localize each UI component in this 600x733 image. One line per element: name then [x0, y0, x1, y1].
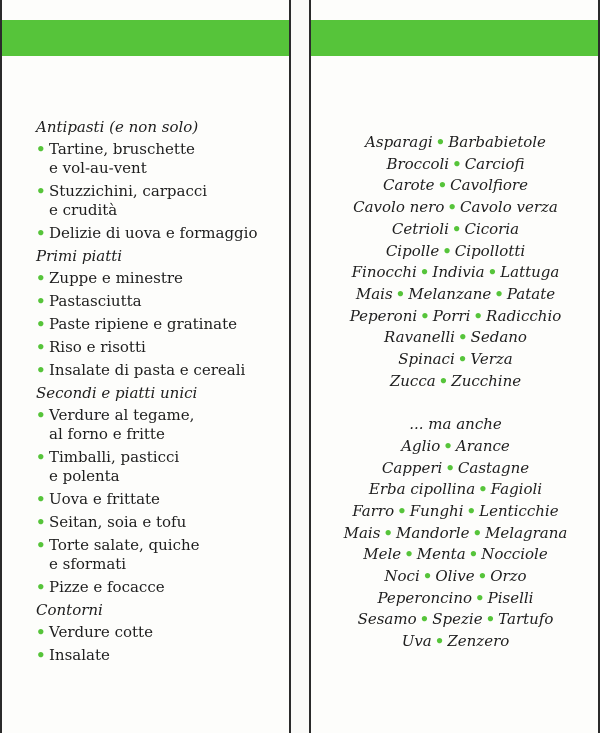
ingredient-name: Patate	[506, 284, 556, 303]
ingredient-line	[311, 241, 600, 263]
green-dot-separator-icon: •	[404, 545, 414, 564]
list-item	[36, 361, 276, 380]
list-item	[36, 182, 276, 220]
section-items	[36, 269, 276, 380]
list-item-text: e polenta	[49, 467, 120, 485]
section-title: Primi piatti	[36, 247, 123, 265]
ingredient-name: Capperi	[381, 458, 443, 477]
ingredient-name: Zucchine	[451, 371, 522, 390]
green-dot-separator-icon: •	[452, 154, 462, 173]
list-item	[36, 315, 276, 334]
ingredient-name: Spinaci	[398, 350, 455, 369]
green-dot-separator-icon: •	[485, 610, 496, 629]
list-item	[36, 578, 276, 597]
ingredient-name: Noci	[384, 567, 420, 586]
list-item-text: Insalate di pasta e cereali	[49, 361, 246, 379]
ingredient-line	[311, 458, 600, 480]
ingredient-name: Ravanelli	[384, 328, 455, 347]
ingredient-line	[311, 501, 600, 523]
ingredient-name: Cavolo verza	[459, 198, 558, 217]
list-item	[36, 448, 276, 486]
green-dot-separator-icon: •	[383, 523, 394, 542]
green-dot-separator-icon: •	[468, 545, 479, 564]
ingredient-name: Porri	[432, 306, 471, 325]
list-item-text: Timballi, pasticci	[49, 448, 180, 466]
ingredient-name: Nocciole	[481, 545, 548, 564]
ingredient-name: Peperoni	[349, 306, 418, 325]
ingredient-line	[311, 436, 600, 458]
list-item-text: Verdure al tegame,	[49, 406, 195, 424]
ingredient-name: Radicchio	[486, 306, 562, 325]
list-item-text: Verdure cotte	[49, 623, 153, 641]
list-item-text: e sformati	[49, 555, 127, 573]
ingredient-name: Mais	[343, 523, 381, 542]
ingredient-line	[311, 349, 600, 371]
ingredient-line	[311, 132, 600, 154]
ingredient-name: Fagioli	[490, 480, 543, 499]
ingredient-line	[311, 566, 600, 588]
ingredient-name: Uva	[401, 632, 432, 651]
list-item-text: e crudità	[49, 201, 118, 219]
list-item-text: Uova e frittate	[49, 490, 160, 508]
list-item	[36, 646, 276, 665]
ingredient-name: Mandorle	[396, 523, 470, 542]
ingredient-name: Asparagi	[365, 133, 433, 151]
green-dot-separator-icon: •	[451, 219, 462, 238]
green-dot-separator-icon: •	[420, 306, 430, 325]
list-item	[36, 490, 276, 509]
list-item-text: Insalate	[49, 646, 110, 664]
green-dot-separator-icon: •	[443, 436, 453, 455]
ingredient-line	[311, 523, 600, 545]
ingredient-name: Orzo	[490, 567, 527, 586]
ingredient-name: Spezie	[432, 610, 483, 629]
ingredient-name: Verza	[470, 350, 513, 369]
green-bullet-icon: •	[36, 406, 46, 424]
green-dot-separator-icon: •	[472, 523, 483, 542]
section-title: Contorni	[36, 601, 103, 619]
green-dot-separator-icon: •	[466, 501, 477, 520]
ingredient-name: Melanzane	[408, 284, 492, 303]
ingredient-line	[311, 327, 600, 349]
ingredient-line	[311, 479, 600, 501]
green-bullet-icon: •	[36, 224, 46, 242]
ingredient-name: Carciofi	[464, 154, 525, 173]
ingredient-name: Tartufo	[498, 610, 554, 629]
green-bullet-icon: •	[36, 361, 46, 379]
ingredient-name: Zenzero	[447, 632, 510, 651]
recipe-categories-list	[36, 116, 276, 669]
ingredient-name: Carote	[383, 176, 435, 195]
ingredient-name: Piselli	[487, 588, 534, 607]
green-header-band-right	[311, 20, 598, 56]
green-dot-separator-icon: •	[419, 610, 430, 629]
list-item	[36, 292, 276, 311]
ingredient-name: Lattuga	[500, 263, 560, 282]
ingredient-name: Finocchi	[351, 263, 417, 282]
list-item	[36, 623, 276, 642]
list-item	[36, 224, 276, 243]
green-bullet-icon: •	[36, 182, 46, 200]
green-dot-separator-icon: •	[473, 306, 483, 325]
green-dot-separator-icon: •	[478, 480, 488, 499]
list-item-text: Paste ripiene e gratinate	[49, 315, 237, 333]
green-bullet-icon: •	[36, 269, 46, 287]
ingredient-name: Castagne	[457, 458, 530, 477]
green-dot-separator-icon: •	[442, 241, 452, 260]
ingredient-line	[311, 284, 600, 306]
ingredient-name: Cicoria	[464, 219, 520, 238]
ingredient-line	[311, 175, 600, 197]
section-items	[36, 406, 276, 597]
green-dot-separator-icon: •	[437, 176, 448, 195]
ingredient-name: Funghi	[409, 501, 464, 520]
list-item-text: al forno e fritte	[49, 425, 165, 443]
ingredient-line	[311, 262, 600, 284]
green-bullet-icon: •	[36, 315, 46, 333]
list-item-text: Stuzzichini, carpacci	[49, 182, 208, 200]
list-item-text: Delizie di uova e formaggio	[49, 224, 258, 242]
ingredient-name: Farro	[352, 501, 395, 520]
ingredient-line	[311, 306, 600, 328]
green-dot-separator-icon: •	[435, 133, 446, 151]
ingredient-line	[311, 609, 600, 631]
green-dot-separator-icon: •	[457, 350, 468, 369]
ingredient-name: Sesamo	[357, 610, 417, 629]
section-title: Antipasti (e non solo)	[36, 118, 199, 136]
ingredient-name: Menta	[416, 545, 466, 564]
ingredient-name: Cipolle	[385, 241, 440, 260]
green-dot-separator-icon: •	[419, 263, 430, 282]
ingredient-name: Peperoncino	[377, 588, 473, 607]
ingredient-name: Indivia	[432, 263, 485, 282]
ingredient-name: Barbabietole	[448, 133, 546, 151]
list-item	[36, 536, 276, 574]
green-bullet-icon: •	[36, 140, 46, 158]
ingredient-name: Broccoli	[386, 154, 450, 173]
list-item-text: Torte salate, quiche	[49, 536, 200, 554]
green-bullet-icon: •	[36, 448, 46, 466]
green-bullet-icon: •	[36, 490, 46, 508]
green-dot-separator-icon: •	[477, 567, 488, 586]
ingredient-name: Melagrana	[485, 523, 568, 542]
ingredient-line	[311, 219, 600, 241]
green-dot-separator-icon: •	[395, 284, 406, 303]
ingredient-name: Mele	[363, 545, 402, 564]
green-bullet-icon: •	[36, 513, 46, 531]
ingredient-name: Arance	[455, 436, 510, 455]
ingredient-name: Aglio	[401, 436, 441, 455]
green-bullet-icon: •	[36, 292, 46, 310]
list-item	[36, 338, 276, 357]
list-item-text: Seitan, soia e tofu	[49, 513, 187, 531]
ingredient-name: Erba cipollina	[368, 480, 476, 499]
green-dot-separator-icon: •	[438, 371, 449, 390]
green-bullet-icon: •	[36, 338, 46, 356]
green-dot-separator-icon: •	[445, 458, 455, 477]
list-item-text: Pastasciutta	[49, 292, 142, 310]
green-dot-separator-icon: •	[494, 284, 504, 303]
ingredients-list	[311, 132, 600, 653]
ingredient-name: Lenticchie	[479, 501, 559, 520]
list-item	[36, 140, 276, 178]
section-items	[36, 140, 276, 243]
ingredient-line	[311, 631, 600, 653]
ingredient-name: Cavolo nero	[353, 198, 445, 217]
green-dot-separator-icon: •	[397, 501, 407, 520]
ingredient-line	[311, 588, 600, 610]
green-bullet-icon: •	[36, 578, 46, 596]
green-dot-separator-icon: •	[422, 567, 433, 586]
ingredient-name: Mais	[355, 284, 393, 303]
section-title: Secondi e piatti unici	[36, 384, 198, 402]
green-dot-separator-icon: •	[447, 198, 457, 217]
list-item-text: Zuppe e minestre	[49, 269, 183, 287]
green-dot-separator-icon: •	[475, 588, 485, 607]
ingredient-line	[311, 154, 600, 176]
ingredient-name: Sedano	[470, 328, 527, 347]
ingredient-name: Cetrioli	[391, 219, 449, 238]
ingredient-line	[311, 544, 600, 566]
list-item	[36, 513, 276, 532]
green-dot-separator-icon: •	[457, 328, 468, 347]
list-item-text: Tartine, bruschette	[49, 140, 195, 158]
ingredient-name: Zucca	[389, 371, 436, 390]
list-item-text: e vol-au-vent	[49, 159, 147, 177]
list-item-text: Riso e risotti	[49, 338, 146, 356]
list-item	[36, 406, 276, 444]
spacer	[311, 392, 600, 414]
also-heading: ... ma anche	[409, 415, 502, 434]
ingredient-line	[311, 197, 600, 219]
ingredient-line	[311, 371, 600, 393]
green-dot-separator-icon: •	[487, 263, 498, 282]
section-items	[36, 623, 276, 665]
green-dot-separator-icon: •	[434, 632, 445, 651]
list-item	[36, 269, 276, 288]
ingredient-name: Cipollotti	[454, 241, 526, 260]
green-bullet-icon: •	[36, 623, 46, 641]
green-bullet-icon: •	[36, 536, 46, 554]
green-header-band-left	[2, 20, 289, 56]
ingredient-name: Cavolfiore	[450, 176, 528, 195]
book-gutter	[289, 0, 311, 733]
green-bullet-icon: •	[36, 646, 46, 664]
list-item-text: Pizze e focacce	[49, 578, 165, 596]
ingredient-name: Olive	[435, 567, 475, 586]
